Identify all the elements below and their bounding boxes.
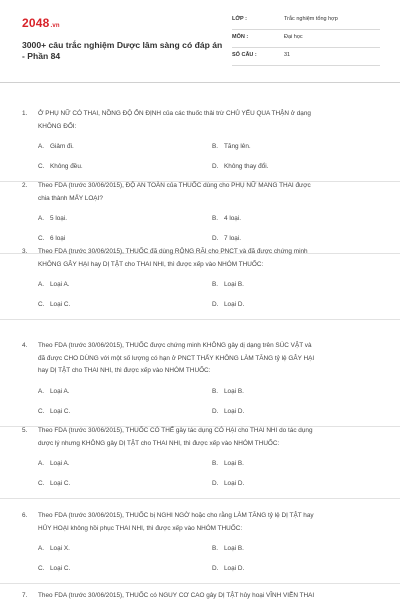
question-item [22,425,382,499]
option-text: Loại A. [50,387,70,395]
logo-number: 2048 [22,16,50,30]
option-text: Loại B. [224,387,244,395]
meta-value: 31 [284,52,291,58]
option-text: Loại D. [224,565,245,572]
option-text: Loại C. [50,301,71,308]
option-text: 5 loại. [50,215,68,222]
question-item [22,108,382,182]
question-line: Ở PHỤ NỮ CÓ THAI, NỒNG ĐỘ ỔN ĐỊNH của các thuốc thải trừ CHỦ YẾU QUA THẬN ở dạng [38,110,311,117]
answer-option[interactable] [38,565,70,572]
option-key: B. [212,545,219,552]
option-text: Loại D. [224,407,245,415]
answer-option[interactable] [212,545,244,552]
answer-option[interactable] [212,301,244,308]
option-key: D. [212,301,219,308]
option-text: 4 loại. [224,215,242,222]
option-text: Loại D. [224,480,245,487]
answer-option[interactable] [212,281,244,288]
question-line: hay DỊ TẬT cho THAI NHI, thì được xếp vào NHÓM THUỐC: [38,367,211,374]
option-text: Loại A. [50,460,70,467]
answer-option[interactable] [38,163,83,170]
option-key: B. [212,460,219,467]
question-line: chia thành MẤY LOẠI? [38,194,103,202]
answer-option[interactable] [38,143,74,150]
question-item [22,590,382,600]
option-text: Không đều. [50,163,83,170]
option-key: A. [38,215,45,222]
answer-options [22,133,382,181]
option-key: A. [38,143,45,150]
option-key: C. [38,301,45,308]
answer-options [22,271,382,319]
answer-option[interactable] [38,281,70,288]
question-item [22,510,382,584]
option-text: Loại B. [224,281,244,288]
question-line: HỦY HOẠI không hồi phục THAI NHI, thì được xếp vào NHÓM THUỐC: [38,524,243,532]
question-line: đã được CHO DÙNG với một số lượng có hạn ở PNCT THẤY KHÔNG LÀM TĂNG tỷ lệ GÂY HẠI [38,354,315,362]
question-text [22,180,382,205]
answer-option[interactable] [38,301,70,308]
option-key: A. [38,545,45,552]
option-key: D. [212,163,219,170]
option-key: B. [212,215,219,222]
answer-option[interactable] [212,163,268,170]
site-logo[interactable] [22,16,60,30]
answer-options [22,535,382,583]
question-divider [0,319,400,320]
option-text: Loại B. [224,460,244,467]
document-title: 3000+ câu trắc nghiệm Dược lâm sàng có đáp án - Phần 84 [22,40,223,62]
option-key: C. [38,407,45,415]
question-line: Theo FDA (trước 30/06/2015), THUỐC bị NGHI NGỜ hoặc cho rằng LÀM TĂNG tỷ lệ DỊ TẬT hay [38,512,314,519]
question-line: KHÔNG ĐỔI: [38,122,77,130]
question-text [22,108,382,133]
meta-value: Trắc nghiệm tổng hợp [284,16,338,22]
question-number: 3. [22,248,28,255]
option-text: 7 loại. [224,235,242,242]
option-text: Không thay đổi. [224,163,269,170]
option-key: B. [212,387,219,395]
question-item [22,246,382,320]
answer-option[interactable] [212,215,241,222]
option-key: C. [38,163,45,170]
meta-label: LỚP : [232,16,247,22]
logo-suffix: .vn [50,23,60,29]
option-key: D. [212,480,219,487]
question-line: Theo FDA (trước 30/06/2015), THUỐC đã dùng RỘNG RÃI cho PNCT và đã được chứng minh [38,248,308,255]
answer-option[interactable] [212,235,241,242]
option-key: C. [38,480,45,487]
option-text: Tăng lên. [224,143,251,150]
answer-option[interactable] [212,388,244,395]
answer-option[interactable] [38,408,70,415]
option-key: D. [212,565,219,572]
answer-option[interactable] [212,143,251,150]
option-text: Loại D. [224,301,245,308]
option-key: D. [212,235,219,242]
meta-row-subject [232,32,380,48]
answer-options [22,450,382,498]
answer-option[interactable] [212,408,244,415]
question-divider [0,498,400,499]
option-text: 6 loại [50,235,66,242]
answer-option[interactable] [212,480,244,487]
answer-option[interactable] [38,215,67,222]
option-key: A. [38,387,45,395]
question-text [22,340,382,378]
option-text: Loại C. [50,480,71,487]
option-text: Loại A. [50,281,70,288]
question-text [22,246,382,271]
question-number: 4. [22,342,28,349]
answer-option[interactable] [212,460,244,467]
option-text: Loại C. [50,565,71,572]
question-text [22,425,382,450]
question-divider [0,583,400,584]
option-text: Loại X. [50,545,70,552]
meta-table [232,14,380,68]
question-line: Theo FDA (trước 30/06/2015), THUỐC CÓ THỂ gây tác dụng CÓ HẠI cho THAI NHI do tác dụng [38,427,313,434]
option-text: Loại C. [50,407,71,415]
question-line: dược lý nhưng KHÔNG gây DỊ TẬT cho THAI NHI, thì được xếp vào NHÓM THUỐC: [38,439,280,447]
option-text: Loại B. [224,545,244,552]
option-key: B. [212,143,219,150]
answer-options [22,378,382,426]
question-text [22,510,382,535]
question-number: 7. [22,592,28,599]
question-text [22,590,382,600]
question-number: 5. [22,427,28,434]
option-key: A. [38,460,45,467]
question-line: KHÔNG GÂY HẠI hay DỊ TẬT cho THAI NHI, thì được xếp vào NHÓM THUỐC: [38,260,264,268]
answer-option[interactable] [38,545,70,552]
option-key: A. [38,281,45,288]
question-number: 1. [22,110,28,117]
answer-option[interactable] [38,460,70,467]
question-number: 2. [22,182,28,189]
option-key: B. [212,281,219,288]
answer-option[interactable] [212,565,244,572]
meta-label: MÔN : [232,34,249,40]
question-line: Theo FDA (trước 30/06/2015), THUỐC được chứng minh KHÔNG gây dị dạng trên SÚC VẬT và [38,342,312,349]
option-text: Giảm đi. [50,143,74,150]
question-item [22,340,382,427]
header-divider [0,82,400,83]
answer-option[interactable] [38,235,65,242]
answer-option[interactable] [38,388,70,395]
option-key: C. [38,235,45,242]
answer-option[interactable] [38,480,70,487]
option-key: C. [38,565,45,572]
meta-row-count [232,50,380,66]
question-line: Theo FDA (trước 30/06/2015), THUỐC có NGUY CƠ CAO gây DỊ TẬT hủy hoại VĨNH VIỄN THAI [38,592,315,599]
meta-label: SỐ CÂU : [232,52,257,58]
option-key: D. [212,407,219,415]
question-item [22,180,382,254]
question-number: 6. [22,512,28,519]
meta-row-class [232,14,380,30]
meta-value: Đại học [284,34,303,40]
question-line: Theo FDA (trước 30/06/2015), ĐỘ AN TOÀN của THUỐC dùng cho PHỤ NỮ MANG THAI được [38,182,311,189]
